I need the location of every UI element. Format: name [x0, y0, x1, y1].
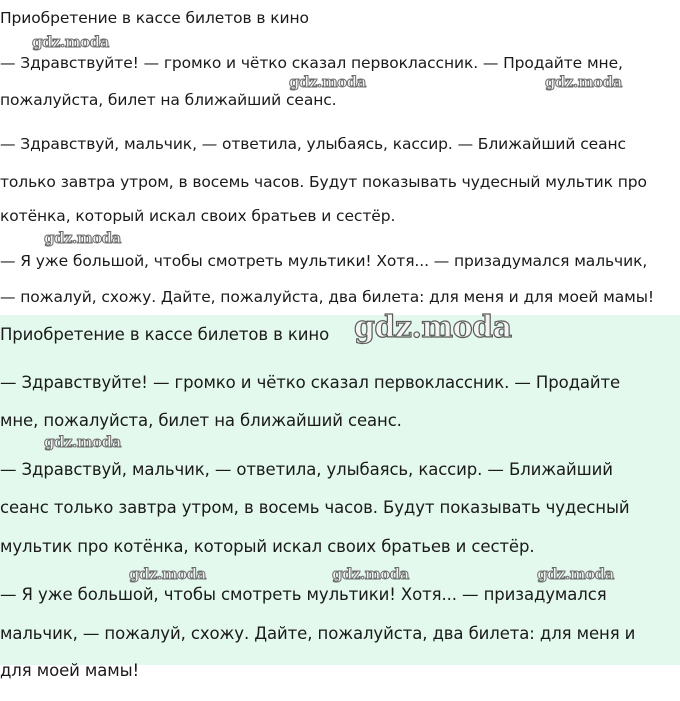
answer-line: мальчик, — пожалуй, схожу. Дайте, пожалуйста, два билета: для меня и — [0, 624, 636, 643]
original-line: — Я уже большой, чтобы смотреть мультики! Хотя... — призадумался мальчик, — [0, 252, 648, 270]
original-line: пожалуйста, билет на ближайший сеанс. — [0, 91, 337, 109]
answer-line: — Я уже большой, чтобы смотреть мультики! Хотя... — призадумался — [0, 585, 607, 604]
watermark-logo: gdz.moda — [537, 565, 614, 583]
answer-line: сеанс только завтра утром, в восемь часов. Будут показывать чудесный — [0, 498, 630, 517]
original-line: — Здравствуй, мальчик, — ответила, улыбаясь, кассир. — Ближайший сеанс — [0, 135, 626, 153]
answer-block — [0, 315, 680, 680]
original-line: только завтра утром, в восемь часов. Будут показывать чудесный мультик про — [0, 173, 647, 191]
watermark-logo: gdz.moda — [32, 33, 109, 51]
answer-line: — Здравствуйте! — громко и чётко сказал первоклассник. — Продайте — [0, 373, 621, 392]
answer-clipped-line-wrapper — [0, 660, 680, 680]
answer-line: мультик про котёнка, который искал своих братьев и сестёр. — [0, 537, 535, 556]
watermark-logo: gdz.moda — [354, 310, 512, 345]
original-title: Приобретение в кассе билетов в кино — [0, 9, 309, 27]
watermark-logo: gdz.moda — [545, 73, 622, 91]
watermark-logo: gdz.moda — [289, 73, 366, 91]
watermark-logo: gdz.moda — [332, 565, 409, 583]
answer-title: Приобретение в кассе билетов в кино — [0, 325, 330, 344]
original-line: котёнка, который искал своих братьев и сестёр. — [0, 207, 396, 225]
answer-line: — Здравствуй, мальчик, — ответила, улыбаясь, кассир. — Ближайший — [0, 460, 613, 479]
watermark-logo: gdz.moda — [44, 433, 121, 451]
answer-line: для моей мамы! — [0, 661, 140, 680]
watermark-logo: gdz.moda — [44, 229, 121, 247]
answer-line: мне, пожалуйста, билет на ближайший сеанс. — [0, 411, 402, 430]
original-line: — Здравствуйте! — громко и чётко сказал первоклассник. — Продайте мне, — [0, 54, 623, 72]
original-line: — пожалуй, схожу. Дайте, пожалуйста, два билета: для меня и для моей мамы! — [0, 288, 654, 306]
watermark-logo: gdz.moda — [129, 565, 206, 583]
